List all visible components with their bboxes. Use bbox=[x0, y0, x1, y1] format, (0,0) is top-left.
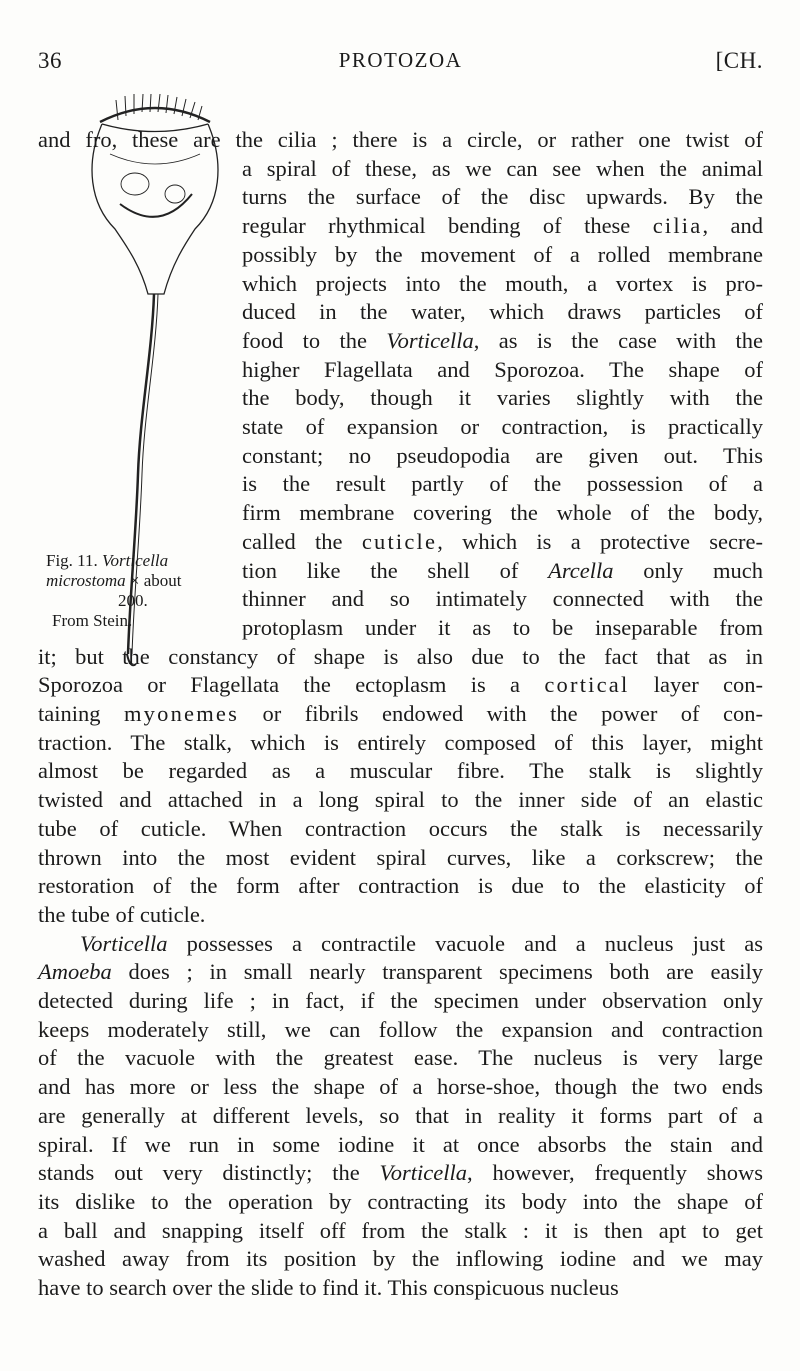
text-span: turns the surface of the disc upwards. By the bbox=[242, 184, 763, 209]
text-span: thrown into the most evident spiral curves, like a corkscrew; the bbox=[38, 845, 763, 870]
caption-text: From Stein. bbox=[52, 611, 133, 630]
text-line bbox=[38, 1188, 763, 1216]
spaced-term: cortical bbox=[544, 672, 630, 697]
text-line bbox=[38, 1102, 763, 1130]
text-span: duced in the water, which draws particles of bbox=[242, 299, 763, 324]
text-span: regular rhythmical bending of these bbox=[242, 213, 653, 238]
spaced-term: myonemes bbox=[123, 701, 240, 726]
text-span: only much bbox=[613, 558, 763, 583]
caption-text: Fig. 11. bbox=[46, 551, 103, 570]
text-span: twisted and attached in a long spiral to the inner side of an elastic bbox=[38, 787, 763, 812]
text-span: is the result partly of the possession of a bbox=[242, 471, 763, 496]
text-span: a ball and snapping itself off from the stalk : it is then apt to get bbox=[38, 1218, 763, 1243]
caption-line bbox=[46, 551, 168, 571]
text-line bbox=[242, 528, 763, 556]
text-span: almost be regarded as a muscular fibre. The stalk is slightly bbox=[38, 758, 763, 783]
text-line bbox=[242, 470, 763, 498]
text-line bbox=[38, 958, 763, 986]
text-line bbox=[80, 930, 763, 958]
text-line bbox=[242, 585, 763, 613]
text-span: and has more or less the shape of a horse-shoe, though the two ends bbox=[38, 1074, 763, 1099]
text-line bbox=[242, 442, 763, 470]
text-span: traction. The stalk, which is entirely composed of this layer, might bbox=[38, 730, 763, 755]
text-line bbox=[38, 1073, 763, 1101]
text-line bbox=[242, 614, 763, 642]
text-line bbox=[38, 729, 763, 757]
italic-term: Vorticella bbox=[386, 328, 474, 353]
text-span: are generally at different levels, so that in reality it forms part of a bbox=[38, 1103, 763, 1128]
text-line bbox=[242, 557, 763, 585]
caption-italic: microstoma bbox=[46, 571, 126, 590]
italic-term: Amoeba bbox=[38, 959, 112, 984]
vorticella-illustration bbox=[80, 94, 230, 694]
text-span: the tube of cuticle. bbox=[38, 902, 206, 927]
text-span: , as is the case with the bbox=[473, 328, 763, 353]
text-line bbox=[38, 987, 763, 1015]
text-span: a spiral of these, as we can see when the animal bbox=[242, 156, 763, 181]
text-line bbox=[38, 844, 763, 872]
text-line bbox=[38, 643, 763, 671]
text-span: higher Flagellata and Sporozoa. The shape of bbox=[242, 357, 763, 382]
text-line bbox=[38, 671, 763, 699]
text-span: detected during life ; in fact, if the specimen under observation only bbox=[38, 988, 763, 1013]
text-span: tube of cuticle. When contraction occurs the stalk is necessarily bbox=[38, 816, 763, 841]
text-line bbox=[38, 1159, 763, 1187]
caption-line bbox=[52, 611, 132, 631]
text-line bbox=[242, 241, 763, 269]
text-span: thinner and so intimately connected with the bbox=[242, 586, 763, 611]
text-span: restoration of the form after contraction is due to the elasticity of bbox=[38, 873, 763, 898]
text-line bbox=[242, 356, 763, 384]
spaced-term: cuticle bbox=[361, 529, 438, 554]
text-line bbox=[38, 1016, 763, 1044]
text-line bbox=[38, 126, 763, 154]
text-line bbox=[38, 1217, 763, 1245]
text-span: possesses a contractile vacuole and a nucleus just as bbox=[167, 931, 763, 956]
text-span: called the bbox=[242, 529, 362, 554]
text-span: spiral. If we run in some iodine it at once absorbs the stain and bbox=[38, 1132, 763, 1157]
text-line bbox=[242, 298, 763, 326]
text-line bbox=[38, 1044, 763, 1072]
text-span: which projects into the mouth, a vortex is pro- bbox=[242, 271, 763, 296]
text-line bbox=[38, 815, 763, 843]
text-span: , which is a protective secre- bbox=[437, 529, 764, 554]
caption-text: 200. bbox=[118, 591, 148, 610]
text-span: or fibrils endowed with the power of con- bbox=[239, 701, 763, 726]
text-span: possibly by the movement of a rolled membrane bbox=[242, 242, 763, 267]
text-line bbox=[38, 901, 763, 929]
text-span: tion like the shell of bbox=[242, 558, 549, 583]
text-line bbox=[242, 212, 763, 240]
text-span: firm membrane covering the whole of the body, bbox=[242, 500, 763, 525]
text-span: constant; no pseudopodia are given out. This bbox=[242, 443, 763, 468]
text-span: it; but the constancy of shape is also due to the fact that as in bbox=[38, 644, 763, 669]
text-line bbox=[38, 786, 763, 814]
caption-line bbox=[118, 591, 148, 611]
chapter-marker: [CH. bbox=[715, 48, 763, 73]
text-line bbox=[242, 270, 763, 298]
text-line bbox=[38, 757, 763, 785]
text-line bbox=[38, 1274, 763, 1302]
caption-text: × about bbox=[125, 571, 182, 590]
text-span: protoplasm under it as to be inseparable from bbox=[242, 615, 763, 640]
text-span: and fro, these are the cilia ; there is a circle, or rather one twist of bbox=[38, 127, 763, 152]
italic-term: Arcella bbox=[548, 558, 614, 583]
text-line bbox=[38, 872, 763, 900]
caption-line bbox=[46, 571, 182, 591]
text-span: the body, though it varies slightly with the bbox=[242, 385, 763, 410]
running-title: PROTOZOA bbox=[338, 48, 463, 72]
italic-term: Vorticella bbox=[379, 1160, 468, 1185]
running-header bbox=[38, 48, 763, 82]
text-span: , and bbox=[702, 213, 763, 238]
caption-italic: Vorticella bbox=[102, 551, 169, 570]
text-span: food to the bbox=[242, 328, 387, 353]
text-span: keeps moderately still, we can follow the expansion and contraction bbox=[38, 1017, 763, 1042]
text-span: , however, frequently shows bbox=[467, 1160, 763, 1185]
text-line bbox=[242, 499, 763, 527]
text-span: Sporozoa or Flagellata the ectoplasm is a bbox=[38, 672, 545, 697]
text-span: washed away from its position by the inflowing iodine and we may bbox=[38, 1246, 763, 1271]
text-span: does ; in small nearly transparent specimens both are easily bbox=[111, 959, 763, 984]
text-line bbox=[242, 413, 763, 441]
text-span: its dislike to the operation by contracting its body into the shape of bbox=[38, 1189, 763, 1214]
text-line bbox=[38, 700, 763, 728]
italic-term: Vorticella bbox=[80, 931, 168, 956]
text-line bbox=[242, 183, 763, 211]
spaced-term: cilia bbox=[652, 213, 703, 238]
text-span: have to search over the slide to find it. This conspicuous nucleus bbox=[38, 1275, 619, 1300]
text-line bbox=[38, 1131, 763, 1159]
text-line bbox=[242, 327, 763, 355]
text-span: state of expansion or contraction, is practically bbox=[242, 414, 763, 439]
text-line bbox=[38, 1245, 763, 1273]
text-line bbox=[242, 155, 763, 183]
text-span: layer con- bbox=[629, 672, 764, 697]
text-span: stands out very distinctly; the bbox=[38, 1160, 380, 1185]
text-span: taining bbox=[38, 701, 124, 726]
text-line bbox=[242, 384, 763, 412]
page-number: 36 bbox=[38, 48, 62, 73]
text-span: of the vacuole with the greatest ease. The nucleus is very large bbox=[38, 1045, 763, 1070]
